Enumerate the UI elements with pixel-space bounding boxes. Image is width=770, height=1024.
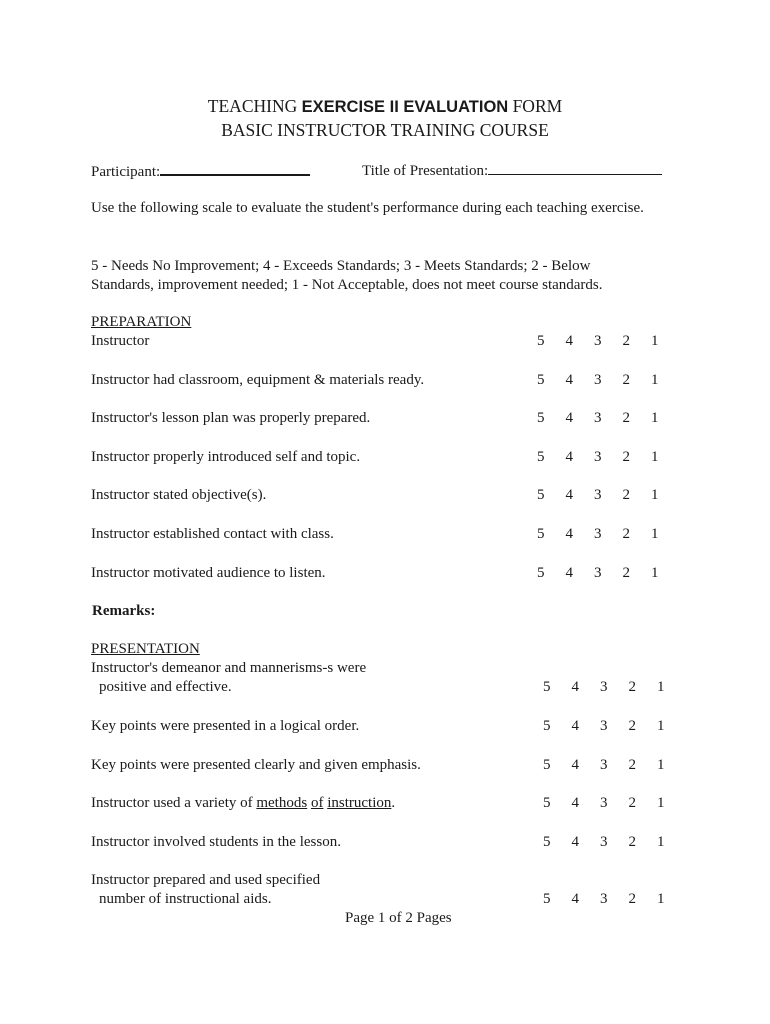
- rating-2[interactable]: 2: [628, 891, 636, 907]
- rating-scale[interactable]: [537, 410, 680, 427]
- pres-item-6-line1: Instructor prepared and used specified: [91, 872, 321, 888]
- rating-4[interactable]: 4: [571, 718, 579, 734]
- rating-scale[interactable]: [537, 372, 680, 389]
- pres-item-4-methods: methods: [256, 795, 308, 811]
- pres-item-1-line1: Instructor's demeanor and mannerisms-s were: [91, 660, 367, 676]
- rating-4[interactable]: 4: [565, 410, 573, 426]
- rating-2[interactable]: 2: [628, 757, 636, 773]
- rating-1[interactable]: 1: [651, 410, 659, 426]
- prep-item-4: Instructor properly introduced self and topic.: [91, 449, 361, 465]
- prep-item-1: Instructor: [91, 333, 150, 349]
- rating-2[interactable]: 2: [622, 333, 630, 349]
- pres-item-1-line2: positive and effective.: [99, 679, 232, 695]
- rating-scale[interactable]: [537, 333, 680, 350]
- rating-2[interactable]: 2: [628, 795, 636, 811]
- rating-3[interactable]: 3: [594, 487, 602, 503]
- participant-field[interactable]: [91, 160, 310, 181]
- rating-scale[interactable]: [543, 679, 686, 696]
- rating-3[interactable]: 3: [600, 718, 608, 734]
- rating-2[interactable]: 2: [622, 565, 630, 581]
- rating-scale[interactable]: [537, 449, 680, 466]
- preparation-heading: PREPARATION: [91, 314, 192, 330]
- prep-item-6: Instructor established contact with class.: [91, 526, 334, 542]
- rating-3[interactable]: 3: [594, 565, 602, 581]
- pres-item-4-period: .: [391, 795, 396, 811]
- rating-4[interactable]: 4: [571, 834, 579, 850]
- pres-item-4-instruction: instruction: [327, 795, 392, 811]
- rating-scale[interactable]: [543, 718, 686, 735]
- prep-item-2: Instructor had classroom, equipment & materials ready.: [91, 372, 425, 388]
- rating-scale[interactable]: [543, 834, 686, 851]
- rating-2[interactable]: 2: [622, 526, 630, 542]
- presentation-title-line[interactable]: [488, 160, 662, 175]
- scale-description-line2: Standards, improvement needed; 1 - Not Acceptable, does not meet course standards.: [91, 277, 603, 293]
- rating-3[interactable]: 3: [600, 891, 608, 907]
- rating-3[interactable]: 3: [594, 449, 602, 465]
- rating-2[interactable]: 2: [622, 372, 630, 388]
- rating-3[interactable]: 3: [600, 834, 608, 850]
- rating-3[interactable]: 3: [594, 410, 602, 426]
- rating-4[interactable]: 4: [565, 449, 573, 465]
- pres-item-4: [91, 795, 395, 812]
- rating-scale[interactable]: [543, 795, 686, 812]
- rating-4[interactable]: 4: [565, 372, 573, 388]
- rating-3[interactable]: 3: [594, 372, 602, 388]
- rating-5[interactable]: 5: [537, 487, 545, 503]
- prep-item-3: Instructor's lesson plan was properly prepared.: [91, 410, 371, 426]
- rating-5[interactable]: 5: [537, 449, 545, 465]
- rating-3[interactable]: 3: [600, 757, 608, 773]
- rating-1[interactable]: 1: [657, 891, 665, 907]
- rating-5[interactable]: 5: [543, 718, 551, 734]
- rating-5[interactable]: 5: [543, 834, 551, 850]
- rating-2[interactable]: 2: [622, 449, 630, 465]
- rating-4[interactable]: 4: [571, 891, 579, 907]
- rating-5[interactable]: 5: [537, 372, 545, 388]
- pres-item-5: Instructor involved students in the lesson.: [91, 834, 341, 850]
- title-bold: EXERCISE II EVALUATION: [301, 98, 509, 116]
- rating-3[interactable]: 3: [594, 526, 602, 542]
- instructions-intro: Use the following scale to evaluate the student's performance during each teaching exercise.: [91, 200, 644, 216]
- rating-3[interactable]: 3: [594, 333, 602, 349]
- rating-2[interactable]: 2: [622, 410, 630, 426]
- pres-item-4-of: of: [310, 795, 324, 811]
- rating-1[interactable]: 1: [651, 449, 659, 465]
- rating-4[interactable]: 4: [571, 757, 579, 773]
- scale-description-line1: 5 - Needs No Improvement; 4 - Exceeds Standards; 3 - Meets Standards; 2 - Below: [91, 258, 591, 274]
- rating-4[interactable]: 4: [565, 565, 573, 581]
- rating-3[interactable]: 3: [600, 679, 608, 695]
- rating-scale[interactable]: [543, 757, 686, 774]
- presentation-title-label: Title of Presentation:: [362, 163, 489, 179]
- rating-1[interactable]: 1: [657, 718, 665, 734]
- rating-4[interactable]: 4: [565, 487, 573, 503]
- rating-5[interactable]: 5: [537, 333, 545, 349]
- rating-5[interactable]: 5: [537, 410, 545, 426]
- rating-1[interactable]: 1: [657, 834, 665, 850]
- pres-item-2: Key points were presented in a logical order.: [91, 718, 360, 734]
- form-subtitle: BASIC INSTRUCTOR TRAINING COURSE: [221, 120, 549, 140]
- rating-1[interactable]: 1: [657, 795, 665, 811]
- rating-1[interactable]: 1: [657, 679, 665, 695]
- title-prefix: TEACHING: [207, 96, 302, 116]
- title-suffix: FORM: [508, 96, 563, 116]
- prep-item-5: Instructor stated objective(s).: [91, 487, 267, 503]
- rating-scale[interactable]: [543, 891, 686, 908]
- presentation-title-field[interactable]: [362, 160, 662, 180]
- rating-5[interactable]: 5: [537, 565, 545, 581]
- rating-5[interactable]: 5: [537, 526, 545, 542]
- rating-5[interactable]: 5: [543, 679, 551, 695]
- rating-2[interactable]: 2: [628, 834, 636, 850]
- rating-4[interactable]: 4: [571, 679, 579, 695]
- rating-2[interactable]: 2: [628, 718, 636, 734]
- rating-5[interactable]: 5: [543, 891, 551, 907]
- rating-3[interactable]: 3: [600, 795, 608, 811]
- rating-1[interactable]: 1: [651, 526, 659, 542]
- rating-4[interactable]: 4: [565, 333, 573, 349]
- rating-5[interactable]: 5: [543, 757, 551, 773]
- rating-scale[interactable]: [537, 487, 680, 504]
- remarks-label: Remarks:: [92, 603, 156, 619]
- rating-1[interactable]: 1: [657, 757, 665, 773]
- participant-line[interactable]: [160, 160, 310, 176]
- rating-1[interactable]: 1: [651, 333, 659, 349]
- participant-label: Participant:: [91, 164, 161, 180]
- rating-5[interactable]: 5: [543, 795, 551, 811]
- rating-2[interactable]: 2: [628, 679, 636, 695]
- form-title: [0, 96, 770, 117]
- rating-4[interactable]: 4: [565, 526, 573, 542]
- rating-scale[interactable]: [537, 526, 680, 543]
- rating-2[interactable]: 2: [622, 487, 630, 503]
- rating-1[interactable]: 1: [651, 565, 659, 581]
- rating-scale[interactable]: [537, 565, 680, 582]
- page-number: Page 1 of 2 Pages: [345, 910, 452, 926]
- presentation-heading: PRESENTATION: [91, 641, 200, 657]
- pres-item-6-line2: number of instructional aids.: [99, 891, 272, 907]
- prep-item-7: Instructor motivated audience to listen.: [91, 565, 326, 581]
- pres-item-3: Key points were presented clearly and given emphasis.: [91, 757, 421, 773]
- rating-4[interactable]: 4: [571, 795, 579, 811]
- rating-1[interactable]: 1: [651, 487, 659, 503]
- pres-item-4-text: Instructor used a variety of: [91, 795, 257, 811]
- rating-1[interactable]: 1: [651, 372, 659, 388]
